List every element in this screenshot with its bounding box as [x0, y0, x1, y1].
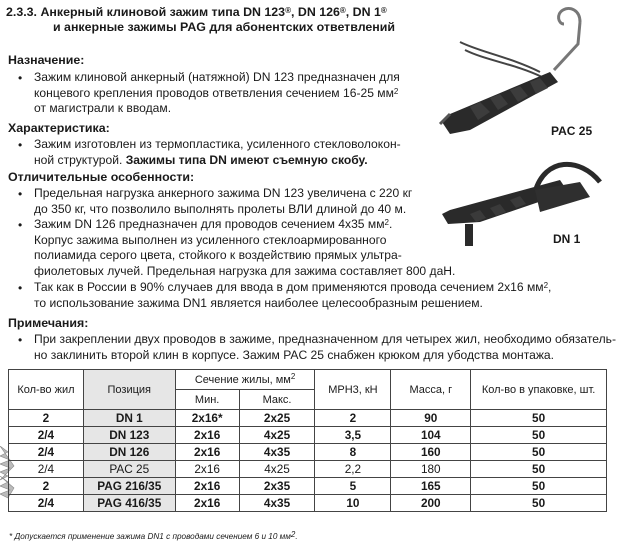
- notes-text: При закреплении двух проводов в зажиме, предназначенном для четырех жил, необходимо обязатель- но заклинить второй клин в корпусе. Зажим PAC 25 снабжен крюком для убодства монтажа.: [34, 332, 616, 362]
- dn1-clamp-image: [440, 152, 610, 252]
- feature-2: Зажим DN 126 предназначен для проводов сечением 4х35 $мм^2$. Корпус зажима выполнен из усиленного стеклоармированного полиамида серого цвета, стойкого к воздействию прямых ультра- фиолетовых лучей. Предельная нагрузка для зажима составляет 800 даН.: [34, 217, 456, 278]
- table-row: 2/4 DN 126 2х16 4х35 8 160 50: [9, 444, 607, 461]
- header-max: Макс.: [239, 390, 315, 410]
- header-min: Мин.: [175, 390, 239, 410]
- header-position: Позиция: [83, 370, 175, 410]
- bullet-icon: •: [18, 218, 23, 232]
- header-mass: Масса, г: [391, 370, 471, 410]
- bullet-icon: •: [18, 138, 23, 152]
- bullet-icon: •: [18, 187, 23, 201]
- header-section: Сечение жилы, $мм^2$: [175, 370, 315, 390]
- footnote: * Допускается применение зажима DN1 с проводами сечением 6 и 10 $мм^2$.: [9, 530, 298, 541]
- table-row: 2 PAG 216/35 2х16 2х35 5 165 50: [9, 478, 607, 495]
- purpose-text: Зажим клиновой анкерный (натяжной) DN 123 предназначен для концевого крепления проводов ответвления сечением 16-25 $мм^2$ от магистрали к вводам.: [34, 70, 400, 116]
- bullet-icon: •: [18, 71, 23, 85]
- section-number: 2.3.3.: [6, 5, 38, 19]
- section-title: 2.3.3. Анкерный клиновой зажим типа DN 123®, DN 126®, DN 1® и анкерные зажимы PAG для абонентских ответвлений: [6, 5, 396, 34]
- notes-heading: Примечания:: [8, 316, 89, 330]
- header-mrn: МРН3, кН: [315, 370, 391, 410]
- table-row: 2/4 PAC 25 2х16 4х25 2,2 180 50: [9, 461, 607, 478]
- features-heading: Отличительные особенности:: [8, 170, 195, 184]
- pac25-label: PAC 25: [551, 124, 593, 138]
- feature-3: Так как в России в 90% случаев для ввода в дом применяются провода сечением 2х16 $мм^2$, то использование зажима DN1 является наиболее целесообразным решением.: [34, 280, 552, 310]
- table-row: 2/4 PAG 416/35 2х16 4х35 10 200 50: [9, 495, 607, 512]
- bullet-icon: •: [18, 281, 23, 295]
- title-line1: Анкерный клиновой зажим типа DN 123: [40, 5, 286, 19]
- table-row: 2/4 DN 123 2х16 4х25 3,5 104 50: [9, 427, 607, 444]
- dn1-label: DN 1: [553, 232, 581, 246]
- spec-text: Зажим изготовлен из термопластика, усиленного стекловолокон- ной структурой. Зажимы типа DN имеют съемную скобу.: [34, 137, 401, 167]
- product-table: [8, 369, 607, 512]
- header-pack: Кол-во в упаковке, шт.: [471, 370, 607, 410]
- header-wires: Кол-во жил: [9, 370, 84, 410]
- bullet-icon: •: [18, 333, 23, 347]
- feature-1: Предельная нагрузка анкерного зажима DN 123 увеличена с 220 кг до 350 кг, что позволило выполнять пролеты ВЛИ длиной до 40 м.: [34, 186, 413, 216]
- purpose-heading: Назначение:: [8, 53, 85, 67]
- title-line2: и анкерные зажимы PAG для абонентских ответвлений: [53, 20, 396, 34]
- table-row: 2 DN 1 2х16* 2х25 2 90 50: [9, 410, 607, 427]
- spec-heading: Характеристика:: [8, 121, 110, 135]
